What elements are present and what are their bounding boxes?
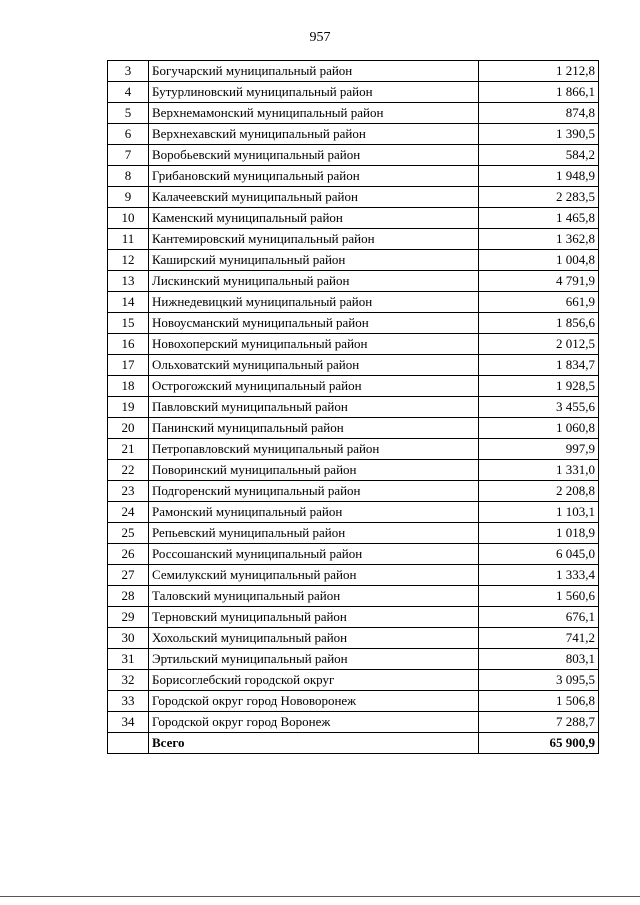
row-name-cell: Каменский муниципальный район: [149, 208, 479, 229]
row-number-cell: 25: [108, 523, 149, 544]
row-name-cell: Таловский муниципальный район: [149, 586, 479, 607]
table-row: [108, 292, 599, 313]
row-value-cell: 1 834,7: [479, 355, 599, 376]
page-number: 957: [309, 30, 331, 45]
row-name-cell: Верхнемамонский муниципальный район: [149, 103, 479, 124]
row-value-cell: 1 331,0: [479, 460, 599, 481]
allocation-table: [107, 60, 599, 754]
row-value-cell: 803,1: [479, 649, 599, 670]
table-row: [108, 439, 599, 460]
row-name-cell: Воробьевский муниципальный район: [149, 145, 479, 166]
row-value-cell: 1 948,9: [479, 166, 599, 187]
row-number-cell: 16: [108, 334, 149, 355]
table-row: [108, 334, 599, 355]
table-row: [108, 607, 599, 628]
row-number-cell: 32: [108, 670, 149, 691]
row-value-cell: 1 004,8: [479, 250, 599, 271]
table-row: [108, 691, 599, 712]
row-value-cell: 3 095,5: [479, 670, 599, 691]
row-name-cell: Репьевский муниципальный район: [149, 523, 479, 544]
row-value-cell: 1 465,8: [479, 208, 599, 229]
row-name-cell: Бутурлиновский муниципальный район: [149, 82, 479, 103]
row-name-cell: Петропавловский муниципальный район: [149, 439, 479, 460]
row-value-cell: 6 045,0: [479, 544, 599, 565]
row-name-cell: Павловский муниципальный район: [149, 397, 479, 418]
total-value-cell: 65 900,9: [479, 733, 599, 754]
row-value-cell: 997,9: [479, 439, 599, 460]
row-number-cell: 33: [108, 691, 149, 712]
row-number-cell: 10: [108, 208, 149, 229]
row-name-cell: Новохоперский муниципальный район: [149, 334, 479, 355]
row-name-cell: Каширский муниципальный район: [149, 250, 479, 271]
table-row: [108, 166, 599, 187]
row-name-cell: Панинский муниципальный район: [149, 418, 479, 439]
table-row: [108, 649, 599, 670]
row-value-cell: 741,2: [479, 628, 599, 649]
row-value-cell: 1 362,8: [479, 229, 599, 250]
row-name-cell: Лискинский муниципальный район: [149, 271, 479, 292]
total-row: [108, 733, 599, 754]
row-value-cell: 584,2: [479, 145, 599, 166]
table-row: [108, 124, 599, 145]
table-row: [108, 502, 599, 523]
table-row: [108, 229, 599, 250]
row-number-cell: 30: [108, 628, 149, 649]
row-value-cell: 3 455,6: [479, 397, 599, 418]
table-row: [108, 208, 599, 229]
row-name-cell: Богучарский муниципальный район: [149, 61, 479, 82]
table-row: [108, 712, 599, 733]
row-number-cell: 27: [108, 565, 149, 586]
row-name-cell: Россошанский муниципальный район: [149, 544, 479, 565]
row-number-cell: 34: [108, 712, 149, 733]
table-row: [108, 460, 599, 481]
row-number-cell: 8: [108, 166, 149, 187]
row-number-cell: 19: [108, 397, 149, 418]
row-value-cell: 1 928,5: [479, 376, 599, 397]
row-value-cell: 1 856,6: [479, 313, 599, 334]
row-value-cell: 661,9: [479, 292, 599, 313]
row-number-cell: 31: [108, 649, 149, 670]
table-row: [108, 271, 599, 292]
row-number-cell: 9: [108, 187, 149, 208]
table-row: [108, 313, 599, 334]
total-num-cell: [108, 733, 149, 754]
row-number-cell: 26: [108, 544, 149, 565]
table-row: [108, 103, 599, 124]
row-value-cell: 874,8: [479, 103, 599, 124]
row-number-cell: 6: [108, 124, 149, 145]
row-value-cell: 2 283,5: [479, 187, 599, 208]
table-row: [108, 523, 599, 544]
table-body: [108, 61, 599, 754]
row-value-cell: 1 103,1: [479, 502, 599, 523]
table-row: [108, 586, 599, 607]
row-value-cell: 2 012,5: [479, 334, 599, 355]
table-row: [108, 544, 599, 565]
row-name-cell: Ольховатский муниципальный район: [149, 355, 479, 376]
row-name-cell: Поворинский муниципальный район: [149, 460, 479, 481]
table-row: [108, 565, 599, 586]
row-name-cell: Новоусманский муниципальный район: [149, 313, 479, 334]
table-row: [108, 61, 599, 82]
row-name-cell: Рамонский муниципальный район: [149, 502, 479, 523]
row-number-cell: 28: [108, 586, 149, 607]
row-name-cell: Верхнехавский муниципальный район: [149, 124, 479, 145]
row-number-cell: 13: [108, 271, 149, 292]
row-name-cell: Городской округ город Воронеж: [149, 712, 479, 733]
table-row: [108, 187, 599, 208]
row-value-cell: 7 288,7: [479, 712, 599, 733]
row-value-cell: 1 506,8: [479, 691, 599, 712]
row-name-cell: Борисоглебский городской округ: [149, 670, 479, 691]
row-number-cell: 17: [108, 355, 149, 376]
row-name-cell: Подгоренский муниципальный район: [149, 481, 479, 502]
row-name-cell: Семилукский муниципальный район: [149, 565, 479, 586]
bottom-divider: [0, 896, 640, 897]
row-value-cell: 1 212,8: [479, 61, 599, 82]
table-row: [108, 628, 599, 649]
table-row: [108, 481, 599, 502]
row-number-cell: 14: [108, 292, 149, 313]
row-value-cell: 4 791,9: [479, 271, 599, 292]
table-row: [108, 670, 599, 691]
row-name-cell: Терновский муниципальный район: [149, 607, 479, 628]
row-value-cell: 1 560,6: [479, 586, 599, 607]
row-number-cell: 20: [108, 418, 149, 439]
row-name-cell: Калачеевский муниципальный район: [149, 187, 479, 208]
row-number-cell: 24: [108, 502, 149, 523]
row-number-cell: 21: [108, 439, 149, 460]
table-row: [108, 418, 599, 439]
row-number-cell: 15: [108, 313, 149, 334]
row-name-cell: Эртильский муниципальный район: [149, 649, 479, 670]
row-value-cell: 1 018,9: [479, 523, 599, 544]
row-number-cell: 29: [108, 607, 149, 628]
row-name-cell: Городской округ город Нововоронеж: [149, 691, 479, 712]
row-number-cell: 3: [108, 61, 149, 82]
row-number-cell: 18: [108, 376, 149, 397]
table-row: [108, 145, 599, 166]
row-number-cell: 5: [108, 103, 149, 124]
row-name-cell: Нижнедевицкий муниципальный район: [149, 292, 479, 313]
table-row: [108, 355, 599, 376]
row-number-cell: 22: [108, 460, 149, 481]
row-name-cell: Грибановский муниципальный район: [149, 166, 479, 187]
row-number-cell: 11: [108, 229, 149, 250]
table-row: [108, 250, 599, 271]
row-value-cell: 676,1: [479, 607, 599, 628]
row-number-cell: 12: [108, 250, 149, 271]
row-name-cell: Хохольский муниципальный район: [149, 628, 479, 649]
row-value-cell: 2 208,8: [479, 481, 599, 502]
row-name-cell: Кантемировский муниципальный район: [149, 229, 479, 250]
total-label-cell: Всего: [149, 733, 479, 754]
row-value-cell: 1 866,1: [479, 82, 599, 103]
table-row: [108, 82, 599, 103]
row-number-cell: 7: [108, 145, 149, 166]
row-value-cell: 1 060,8: [479, 418, 599, 439]
row-name-cell: Острогожский муниципальный район: [149, 376, 479, 397]
table-row: [108, 397, 599, 418]
row-number-cell: 4: [108, 82, 149, 103]
row-number-cell: 23: [108, 481, 149, 502]
row-value-cell: 1 390,5: [479, 124, 599, 145]
row-value-cell: 1 333,4: [479, 565, 599, 586]
table-row: [108, 376, 599, 397]
